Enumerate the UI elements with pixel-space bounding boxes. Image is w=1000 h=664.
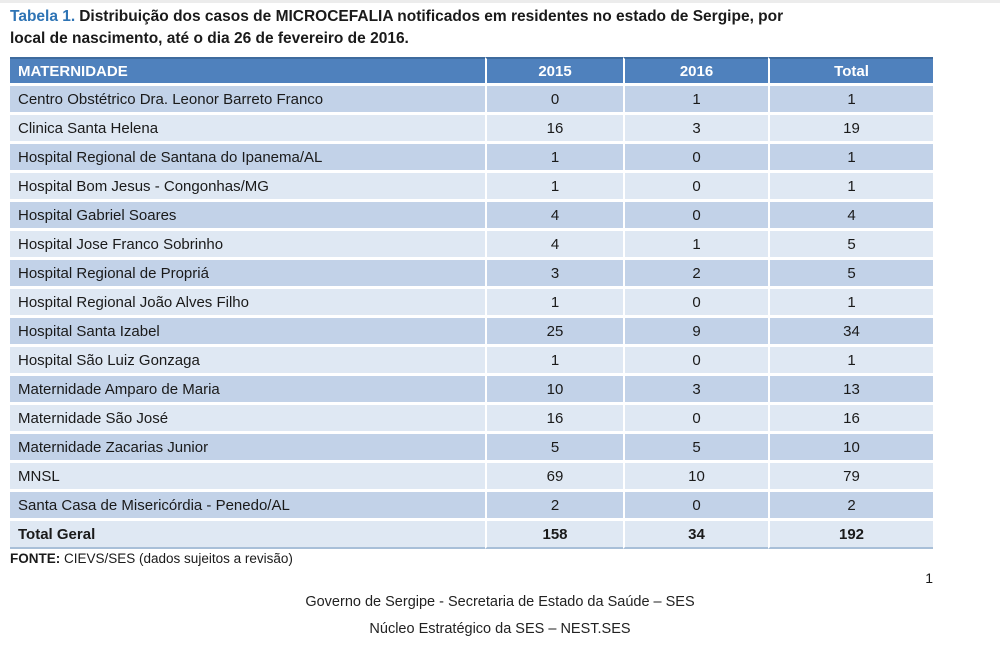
table-row	[10, 405, 933, 434]
page-number: 1	[925, 570, 933, 586]
maternity-name-cell: Maternidade São José	[10, 405, 485, 434]
count-2015-cell: 158	[485, 521, 623, 549]
count-total-cell: 192	[768, 521, 933, 549]
source-text: CIEVS/SES (dados sujeitos a revisão)	[60, 551, 293, 566]
count-2015-cell: 1	[485, 144, 623, 173]
maternity-name-cell: Hospital Bom Jesus - Congonhas/MG	[10, 173, 485, 202]
column-header-maternidade: MATERNIDADE	[10, 57, 485, 86]
count-2015-cell: 1	[485, 347, 623, 376]
table-row	[10, 318, 933, 347]
maternity-name-cell: Hospital Regional de Santana do Ipanema/AL	[10, 144, 485, 173]
count-2016-cell: 0	[623, 492, 768, 521]
count-2015-cell: 1	[485, 289, 623, 318]
maternity-name-cell: Maternidade Amparo de Maria	[10, 376, 485, 405]
maternity-name-cell: MNSL	[10, 463, 485, 492]
table-row	[10, 173, 933, 202]
count-total-cell: 10	[768, 434, 933, 463]
table-body	[10, 86, 933, 549]
table-row	[10, 434, 933, 463]
table-row	[10, 347, 933, 376]
count-total-cell: 34	[768, 318, 933, 347]
table-row	[10, 115, 933, 144]
table-row	[10, 202, 933, 231]
column-header-2016: 2016	[623, 57, 768, 86]
maternity-name-cell: Hospital Gabriel Soares	[10, 202, 485, 231]
maternity-name-cell: Hospital Regional de Propriá	[10, 260, 485, 289]
count-2016-cell: 9	[623, 318, 768, 347]
source-label: FONTE:	[10, 551, 61, 566]
table-row	[10, 289, 933, 318]
footer-line-2: Núcleo Estratégico da SES – NEST.SES	[369, 621, 631, 637]
count-2015-cell: 4	[485, 202, 623, 231]
total-row	[10, 521, 933, 549]
maternity-name-cell: Hospital São Luiz Gonzaga	[10, 347, 485, 376]
count-2015-cell: 69	[485, 463, 623, 492]
count-total-cell: 13	[768, 376, 933, 405]
count-total-cell: 4	[768, 202, 933, 231]
count-total-cell: 1	[768, 289, 933, 318]
column-header-total: Total	[768, 57, 933, 86]
table-row	[10, 86, 933, 115]
table-row	[10, 463, 933, 492]
maternity-name-cell: Santa Casa de Misericórdia - Penedo/AL	[10, 492, 485, 521]
table-caption-line-2: local de nascimento, até o dia 26 de fevereiro de 2016.	[10, 30, 409, 47]
count-2015-cell: 1	[485, 173, 623, 202]
count-2016-cell: 0	[623, 144, 768, 173]
count-2015-cell: 4	[485, 231, 623, 260]
count-2015-cell: 5	[485, 434, 623, 463]
count-2016-cell: 1	[623, 86, 768, 115]
count-2015-cell: 16	[485, 405, 623, 434]
count-2016-cell: 0	[623, 347, 768, 376]
count-2016-cell: 10	[623, 463, 768, 492]
table-row	[10, 376, 933, 405]
count-2016-cell: 2	[623, 260, 768, 289]
count-2015-cell: 0	[485, 86, 623, 115]
maternity-name-cell: Centro Obstétrico Dra. Leonor Barreto Franco	[10, 86, 485, 115]
maternity-name-cell: Hospital Jose Franco Sobrinho	[10, 231, 485, 260]
column-header-2015: 2015	[485, 57, 623, 86]
count-total-cell: 2	[768, 492, 933, 521]
table-row	[10, 260, 933, 289]
count-total-cell: 19	[768, 115, 933, 144]
table-caption	[10, 6, 952, 50]
maternity-name-cell: Total Geral	[10, 521, 485, 549]
source-note	[10, 551, 293, 566]
maternity-name-cell: Hospital Regional João Alves Filho	[10, 289, 485, 318]
table-caption-text-line1: Distribuição dos casos de MICROCEFALIA notificados em residentes no estado de Sergipe, por	[79, 8, 784, 25]
count-total-cell: 1	[768, 173, 933, 202]
count-2016-cell: 0	[623, 173, 768, 202]
table-row	[10, 144, 933, 173]
count-total-cell: 16	[768, 405, 933, 434]
count-2016-cell: 5	[623, 434, 768, 463]
count-2016-cell: 0	[623, 202, 768, 231]
count-total-cell: 5	[768, 260, 933, 289]
count-2016-cell: 3	[623, 376, 768, 405]
table-row	[10, 492, 933, 521]
count-total-cell: 1	[768, 144, 933, 173]
count-total-cell: 1	[768, 86, 933, 115]
header-row	[10, 57, 933, 86]
count-2015-cell: 2	[485, 492, 623, 521]
count-2015-cell: 3	[485, 260, 623, 289]
table-caption-label: Tabela 1.	[10, 8, 76, 25]
maternity-name-cell: Maternidade Zacarias Junior	[10, 434, 485, 463]
footer-line-1: Governo de Sergipe - Secretaria de Estado da Saúde – SES	[305, 594, 695, 610]
count-total-cell: 1	[768, 347, 933, 376]
count-2016-cell: 0	[623, 289, 768, 318]
count-2015-cell: 10	[485, 376, 623, 405]
count-2016-cell: 1	[623, 231, 768, 260]
count-2016-cell: 34	[623, 521, 768, 549]
count-2015-cell: 16	[485, 115, 623, 144]
count-total-cell: 79	[768, 463, 933, 492]
maternity-name-cell: Clinica Santa Helena	[10, 115, 485, 144]
count-2016-cell: 0	[623, 405, 768, 434]
maternity-name-cell: Hospital Santa Izabel	[10, 318, 485, 347]
count-2016-cell: 3	[623, 115, 768, 144]
count-2015-cell: 25	[485, 318, 623, 347]
microcephaly-table	[10, 57, 933, 549]
count-total-cell: 5	[768, 231, 933, 260]
table-caption-line-1	[10, 6, 952, 28]
table-row	[10, 231, 933, 260]
